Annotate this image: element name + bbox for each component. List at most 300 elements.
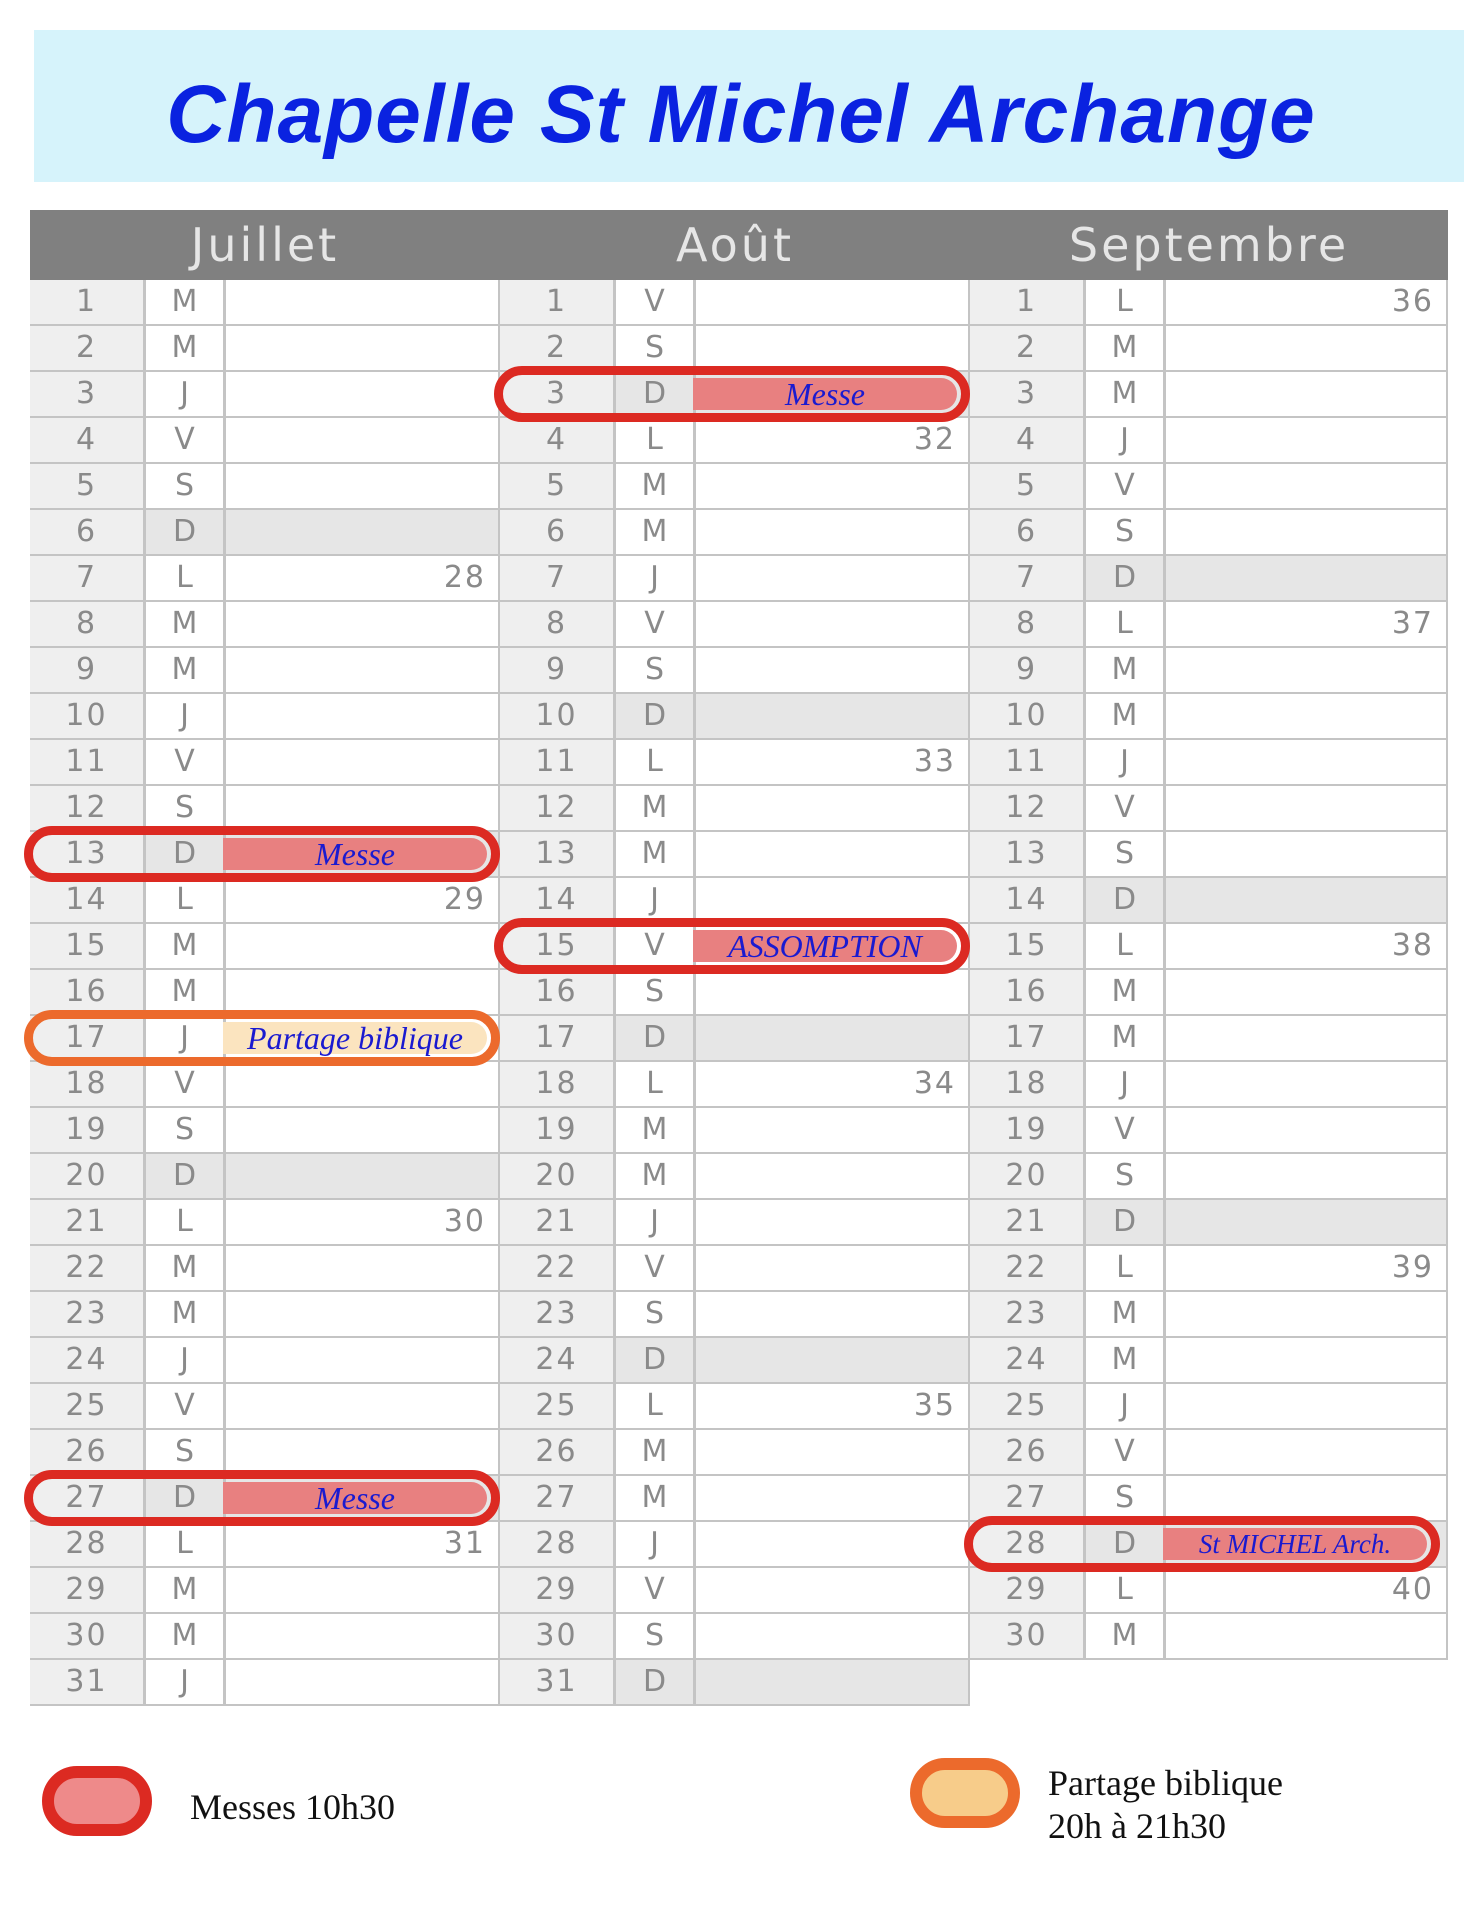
day-row [30, 1200, 500, 1246]
weekday-letter: M [146, 924, 226, 968]
messe-event-highlight [964, 1516, 1440, 1572]
day-note-cell [696, 1384, 970, 1428]
day-note-cell [226, 1062, 500, 1106]
day-number: 18 [500, 1062, 616, 1106]
day-note-cell [1166, 878, 1448, 922]
day-row [30, 1568, 500, 1614]
day-number: 8 [30, 602, 146, 646]
legend-partage-swatch [910, 1758, 1020, 1828]
weekday-letter: L [1086, 924, 1166, 968]
day-note-cell [226, 786, 500, 830]
day-number: 18 [30, 1062, 146, 1106]
day-number: 2 [970, 326, 1086, 370]
day-row [970, 694, 1448, 740]
day-note-cell [696, 1108, 970, 1152]
day-note-cell [1166, 326, 1448, 370]
month-name-juillet: Juillet [190, 218, 340, 272]
page-title: Chapelle St Michel Archange [166, 69, 1316, 160]
weekday-letter: S [616, 1292, 696, 1336]
day-note-cell [696, 878, 970, 922]
weekday-letter: D [146, 1154, 226, 1198]
weekday-letter: L [1086, 1568, 1166, 1612]
day-number: 21 [30, 1200, 146, 1244]
day-number: 5 [500, 464, 616, 508]
day-number: 9 [500, 648, 616, 692]
day-row [970, 648, 1448, 694]
day-number: 30 [970, 1614, 1086, 1658]
weekday-letter: M [146, 326, 226, 370]
weekday-letter: M [616, 1476, 696, 1520]
day-number: 3 [970, 372, 1086, 416]
day-row [500, 510, 970, 556]
weekday-letter: M [1086, 648, 1166, 692]
day-note-cell [226, 1614, 500, 1658]
day-note-cell [696, 510, 970, 554]
weekday-letter: M [146, 280, 226, 324]
weekday-letter: D [616, 694, 696, 738]
day-note-cell [1166, 1246, 1448, 1290]
day-number: 8 [500, 602, 616, 646]
day-number: 19 [970, 1108, 1086, 1152]
day-row [500, 418, 970, 464]
day-note-cell [696, 1660, 970, 1704]
day-note-cell [696, 1568, 970, 1612]
day-note-cell [1166, 832, 1448, 876]
day-row [30, 510, 500, 556]
event-label: Messe [315, 1479, 395, 1516]
day-number: 13 [30, 832, 146, 876]
day-note-cell [226, 326, 500, 370]
day-row [30, 924, 500, 970]
day-number: 1 [30, 280, 146, 324]
day-note-cell [696, 740, 970, 784]
weekday-letter: J [146, 1660, 226, 1704]
day-number: 22 [500, 1246, 616, 1290]
week-number: 37 [1391, 606, 1434, 641]
day-note-cell [226, 418, 500, 462]
day-number: 21 [970, 1200, 1086, 1244]
day-note-cell [696, 1614, 970, 1658]
day-row [500, 1246, 970, 1292]
day-number: 15 [30, 924, 146, 968]
day-row [500, 1292, 970, 1338]
day-number: 23 [500, 1292, 616, 1336]
day-number: 5 [30, 464, 146, 508]
day-number: 10 [30, 694, 146, 738]
week-number: 31 [443, 1526, 486, 1561]
day-row [500, 970, 970, 1016]
day-number: 7 [500, 556, 616, 600]
day-note-cell [696, 648, 970, 692]
day-row [970, 602, 1448, 648]
day-note-cell [226, 1200, 500, 1244]
day-row [30, 418, 500, 464]
weekday-letter: D [146, 1476, 226, 1520]
day-row [30, 1522, 500, 1568]
weekday-letter: S [146, 464, 226, 508]
day-note-cell [696, 418, 970, 462]
weekday-letter: V [1086, 1430, 1166, 1474]
weekday-letter: V [1086, 464, 1166, 508]
day-number: 29 [30, 1568, 146, 1612]
weekday-letter: J [616, 1200, 696, 1244]
weekday-letter: J [1086, 740, 1166, 784]
weekday-letter: M [146, 1246, 226, 1290]
day-note-cell [1166, 1568, 1448, 1612]
day-note-cell [1166, 924, 1448, 968]
day-note-cell [696, 786, 970, 830]
day-number: 14 [500, 878, 616, 922]
day-note-cell [696, 970, 970, 1014]
day-row [30, 1338, 500, 1384]
weekday-letter: J [146, 1016, 226, 1060]
day-number: 20 [500, 1154, 616, 1198]
day-note-cell [226, 1108, 500, 1152]
weekday-letter: V [616, 1246, 696, 1290]
day-row [970, 372, 1448, 418]
day-row [500, 1430, 970, 1476]
day-row [500, 1384, 970, 1430]
weekday-letter: J [146, 1338, 226, 1382]
day-number: 24 [500, 1338, 616, 1382]
day-row [500, 1154, 970, 1200]
day-row [30, 1108, 500, 1154]
week-number: 34 [913, 1066, 956, 1101]
weekday-letter: D [616, 1660, 696, 1704]
day-row [30, 1660, 500, 1706]
weekday-letter: L [146, 1522, 226, 1566]
day-row [500, 602, 970, 648]
weekday-letter: V [616, 280, 696, 324]
day-row [970, 1200, 1448, 1246]
weekday-letter: V [616, 924, 696, 968]
day-row [970, 1062, 1448, 1108]
day-row [500, 556, 970, 602]
day-note-cell [1166, 1154, 1448, 1198]
week-number: 29 [443, 882, 486, 917]
day-number: 27 [500, 1476, 616, 1520]
day-number: 1 [500, 280, 616, 324]
day-number: 5 [970, 464, 1086, 508]
day-row [970, 1016, 1448, 1062]
day-row [500, 1568, 970, 1614]
day-note-cell [1166, 1200, 1448, 1244]
weekday-letter: M [616, 1108, 696, 1152]
legend-messe-swatch [42, 1766, 152, 1836]
day-row [970, 1108, 1448, 1154]
day-number: 12 [30, 786, 146, 830]
weekday-letter: M [616, 464, 696, 508]
day-note-cell [1166, 1062, 1448, 1106]
weekday-letter: M [146, 1568, 226, 1612]
weekday-letter: J [1086, 1384, 1166, 1428]
weekday-letter: M [1086, 1338, 1166, 1382]
weekday-letter: V [616, 602, 696, 646]
day-number: 10 [500, 694, 616, 738]
weekday-letter: L [616, 740, 696, 784]
day-number: 22 [970, 1246, 1086, 1290]
week-number: 30 [443, 1204, 486, 1239]
day-row [970, 1614, 1448, 1660]
day-row [30, 602, 500, 648]
weekday-letter: J [146, 694, 226, 738]
weekday-letter: V [146, 1384, 226, 1428]
weekday-letter: M [146, 648, 226, 692]
weekday-letter: D [1086, 878, 1166, 922]
day-row [500, 1660, 970, 1706]
day-note-cell [226, 1430, 500, 1474]
day-number: 18 [970, 1062, 1086, 1106]
day-note-cell [226, 602, 500, 646]
day-row [500, 786, 970, 832]
day-note-cell [696, 1154, 970, 1198]
day-note-cell [1166, 1016, 1448, 1060]
day-note-cell [696, 832, 970, 876]
week-number: 35 [913, 1388, 956, 1423]
day-number: 12 [970, 786, 1086, 830]
day-note-cell [696, 326, 970, 370]
day-note-cell [1166, 464, 1448, 508]
day-number: 6 [970, 510, 1086, 554]
weekday-letter: L [616, 1062, 696, 1106]
day-number: 12 [500, 786, 616, 830]
day-note-cell [1166, 786, 1448, 830]
day-note-cell [226, 648, 500, 692]
day-number: 30 [30, 1614, 146, 1658]
month-name-septembre: Septembre [1068, 218, 1350, 272]
day-number: 28 [500, 1522, 616, 1566]
day-note-cell [226, 1154, 500, 1198]
day-note-cell [226, 970, 500, 1014]
day-row [970, 1430, 1448, 1476]
day-row [500, 832, 970, 878]
day-row [30, 1246, 500, 1292]
day-row [970, 326, 1448, 372]
week-number: 36 [1391, 284, 1434, 319]
weekday-letter: J [146, 372, 226, 416]
day-number: 26 [500, 1430, 616, 1474]
weekday-letter: M [616, 1430, 696, 1474]
day-number: 6 [30, 510, 146, 554]
weekday-letter: M [616, 786, 696, 830]
weekday-letter: V [1086, 786, 1166, 830]
day-note-cell [226, 1338, 500, 1382]
weekday-letter: M [1086, 970, 1166, 1014]
day-row [30, 648, 500, 694]
day-row [500, 694, 970, 740]
day-row [970, 1246, 1448, 1292]
day-number: 13 [500, 832, 616, 876]
day-number: 25 [970, 1384, 1086, 1428]
day-number: 2 [30, 326, 146, 370]
day-row [500, 1016, 970, 1062]
day-note-cell [226, 1568, 500, 1612]
day-number: 31 [30, 1660, 146, 1704]
day-note-cell [696, 1476, 970, 1520]
weekday-letter: D [1086, 556, 1166, 600]
weekday-letter: J [1086, 418, 1166, 462]
weekday-letter: V [146, 1062, 226, 1106]
day-number: 26 [30, 1430, 146, 1474]
month-column-aout [500, 280, 970, 1706]
weekday-letter: S [616, 648, 696, 692]
day-number: 19 [30, 1108, 146, 1152]
day-note-cell [1166, 1338, 1448, 1382]
weekday-letter: M [146, 602, 226, 646]
week-number: 33 [913, 744, 956, 779]
month-column-septembre [970, 280, 1448, 1660]
day-number: 29 [970, 1568, 1086, 1612]
day-row [970, 1384, 1448, 1430]
weekday-letter: D [1086, 1522, 1166, 1566]
day-note-cell [696, 464, 970, 508]
day-number: 22 [30, 1246, 146, 1290]
day-row [500, 1614, 970, 1660]
day-number: 10 [970, 694, 1086, 738]
day-number: 28 [970, 1522, 1086, 1566]
weekday-letter: M [616, 1154, 696, 1198]
weekday-letter: M [1086, 1016, 1166, 1060]
weekday-letter: L [1086, 602, 1166, 646]
day-row [500, 1522, 970, 1568]
day-note-cell [1166, 1430, 1448, 1474]
day-number: 25 [30, 1384, 146, 1428]
day-note-cell [226, 924, 500, 968]
weekday-letter: V [616, 1568, 696, 1612]
day-note-cell [226, 878, 500, 922]
weekday-letter: V [146, 740, 226, 784]
day-number: 15 [970, 924, 1086, 968]
day-number: 26 [970, 1430, 1086, 1474]
day-row [970, 924, 1448, 970]
day-number: 7 [30, 556, 146, 600]
week-number: 28 [443, 560, 486, 595]
week-number: 39 [1391, 1250, 1434, 1285]
day-note-cell [226, 1660, 500, 1704]
day-row [500, 1476, 970, 1522]
weekday-letter: D [616, 1338, 696, 1382]
weekday-letter: D [616, 372, 696, 416]
day-note-cell [1166, 510, 1448, 554]
day-note-cell [226, 1292, 500, 1336]
day-note-cell [1166, 970, 1448, 1014]
day-note-cell [226, 556, 500, 600]
day-row [30, 740, 500, 786]
day-number: 20 [30, 1154, 146, 1198]
week-number: 32 [913, 422, 956, 457]
weekday-letter: M [1086, 1614, 1166, 1658]
weekday-letter: S [616, 326, 696, 370]
weekday-letter: S [1086, 1154, 1166, 1198]
event-label: Partage biblique [247, 1019, 463, 1056]
day-row [30, 694, 500, 740]
day-number: 24 [970, 1338, 1086, 1382]
day-row [970, 464, 1448, 510]
event-label: ASSOMPTION [728, 927, 922, 964]
weekday-letter: S [1086, 832, 1166, 876]
day-number: 17 [500, 1016, 616, 1060]
day-number: 3 [30, 372, 146, 416]
event-label: St MICHEL Arch. [1198, 1528, 1392, 1559]
day-row [970, 556, 1448, 602]
day-row [30, 464, 500, 510]
weekday-letter: L [146, 556, 226, 600]
weekday-letter: S [1086, 1476, 1166, 1520]
day-note-cell [696, 1016, 970, 1060]
day-note-cell [1166, 740, 1448, 784]
day-number: 16 [30, 970, 146, 1014]
day-note-cell [226, 280, 500, 324]
day-number: 16 [500, 970, 616, 1014]
weekday-letter: M [146, 970, 226, 1014]
day-note-cell [1166, 1108, 1448, 1152]
day-number: 29 [500, 1568, 616, 1612]
day-row [970, 1338, 1448, 1384]
day-number: 4 [30, 418, 146, 462]
day-row [970, 832, 1448, 878]
day-note-cell [226, 1384, 500, 1428]
day-number: 9 [30, 648, 146, 692]
day-number: 15 [500, 924, 616, 968]
day-note-cell [1166, 602, 1448, 646]
weekday-letter: L [616, 418, 696, 462]
day-row [500, 464, 970, 510]
day-note-cell [696, 280, 970, 324]
day-note-cell [696, 556, 970, 600]
day-number: 4 [500, 418, 616, 462]
day-row [970, 970, 1448, 1016]
weekday-letter: J [616, 1522, 696, 1566]
weekday-letter: S [146, 1430, 226, 1474]
weekday-letter: L [1086, 280, 1166, 324]
day-row [30, 280, 500, 326]
messe-event-highlight [24, 826, 500, 882]
week-number: 40 [1391, 1572, 1434, 1607]
day-note-cell [1166, 418, 1448, 462]
day-row [30, 326, 500, 372]
day-number: 4 [970, 418, 1086, 462]
day-row [30, 1384, 500, 1430]
weekday-letter: D [1086, 1200, 1166, 1244]
day-number: 6 [500, 510, 616, 554]
day-note-cell [696, 1200, 970, 1244]
day-row [30, 1154, 500, 1200]
weekday-letter: S [616, 970, 696, 1014]
day-row [970, 280, 1448, 326]
partage-event-highlight [24, 1010, 500, 1066]
weekday-letter: D [616, 1016, 696, 1060]
weekday-letter: D [146, 510, 226, 554]
day-number: 9 [970, 648, 1086, 692]
day-note-cell [696, 1062, 970, 1106]
day-note-cell [1166, 1476, 1448, 1520]
day-row [30, 1292, 500, 1338]
weekday-letter: L [616, 1384, 696, 1428]
weekday-letter: S [1086, 510, 1166, 554]
day-number: 30 [500, 1614, 616, 1658]
day-row [970, 740, 1448, 786]
day-number: 14 [30, 878, 146, 922]
day-number: 2 [500, 326, 616, 370]
day-number: 20 [970, 1154, 1086, 1198]
weekday-letter: L [1086, 1246, 1166, 1290]
weekday-letter: M [616, 832, 696, 876]
day-number: 17 [970, 1016, 1086, 1060]
day-number: 23 [970, 1292, 1086, 1336]
day-row [500, 740, 970, 786]
day-number: 23 [30, 1292, 146, 1336]
weekday-letter: L [146, 1200, 226, 1244]
